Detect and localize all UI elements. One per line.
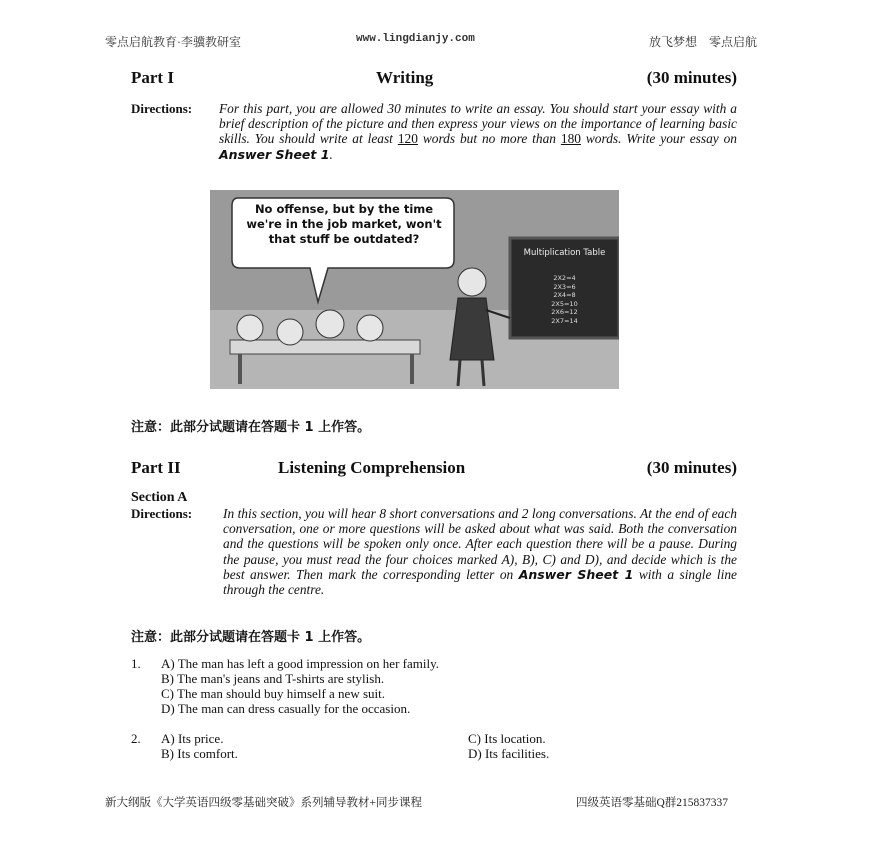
part2-directions-label: Directions: bbox=[131, 506, 193, 521]
part1-word-max: 180 bbox=[560, 131, 581, 147]
header-right-text: 放飞梦想 零点启航 bbox=[648, 35, 757, 49]
part2-note: 注意：此部分试题请在答题卡 1 上作答。 bbox=[131, 630, 371, 645]
speech-bubble-text: No offense, but by the time we're in the job market, won't that stuff be outdated? bbox=[246, 202, 442, 246]
question-1-number: 1. bbox=[131, 656, 141, 671]
blackboard-title: Multiplication Table bbox=[523, 248, 606, 258]
part2-directions-text: In this section, you will hear 8 short conversations and 2 long conversations. At the end of each conversation, one or more questions will be asked about what was said. Both the conversation and the questions will be spoken only once. After each question there will be a pause. During the pause, you must read the four choices marked A), B), C) and D), and decide which is the best answer. Then mark the corresponding letter on bbox=[223, 506, 737, 582]
section-a-heading: Section A bbox=[131, 490, 188, 505]
question-2-choice-b: B) Its comfort. bbox=[161, 746, 238, 761]
footer-left-text: 新大纲版《大学英语四级零基础突破》系列辅导教材+同步课程 bbox=[105, 797, 422, 809]
blackboard-equation: 2X6=12 bbox=[551, 308, 578, 316]
question-1-choice-c: C) The man should buy himself a new suit. bbox=[161, 686, 385, 701]
part2-heading bbox=[131, 458, 737, 478]
part1-word-min: 120 bbox=[397, 131, 418, 147]
part1-directions-label: Directions: bbox=[131, 101, 193, 116]
part1-directions: For this part, you are allowed 30 minutes to write an essay. You should start your essay with a brief description of the picture and then express your views on the importance of learning basic skills. You should write at least 120 words but no more than 180 words. Write your essay on Answer Sheet 1. bbox=[219, 101, 737, 162]
part1-directions-text-b: words but no more than bbox=[422, 131, 556, 147]
header-left-text: 零点启航教育·李骥教研室 bbox=[105, 35, 241, 49]
question-1-choice-a: A) The man has left a good impression on her family. bbox=[161, 656, 439, 671]
part1-heading bbox=[131, 68, 737, 88]
blackboard-equation: 2X7=14 bbox=[551, 316, 578, 325]
question-2-number: 2. bbox=[131, 731, 141, 746]
part1-answer-sheet: Answer Sheet 1 bbox=[219, 146, 330, 162]
part1-title: Writing bbox=[376, 68, 434, 87]
part2-label: Part II bbox=[131, 458, 181, 477]
blackboard-equation: 2X3=6 bbox=[553, 282, 576, 291]
footer-right-text: 四级英语零基础Q群215837337 bbox=[576, 797, 729, 809]
header-website: www.lingdianjy.com bbox=[356, 33, 475, 45]
part1-label: Part I bbox=[131, 68, 174, 87]
part2-directions bbox=[223, 506, 737, 597]
blackboard-equation: 2X5=10 bbox=[551, 299, 578, 308]
part2-answer-sheet: Answer Sheet 1 bbox=[518, 566, 634, 582]
blackboard-equation: 2X4=8 bbox=[553, 291, 576, 299]
question-2-choice-a: A) Its price. bbox=[161, 731, 224, 746]
question-1-choice-b: B) The man's jeans and T-shirts are stylish. bbox=[161, 671, 385, 686]
question-1-choice-d: D) The man can dress casually for the occasion. bbox=[161, 701, 411, 716]
part2-directions-tail: with a single line through the centre. bbox=[223, 566, 738, 598]
blackboard-equation: 2X2=4 bbox=[553, 274, 576, 282]
question-2-choice-c: C) Its location. bbox=[468, 731, 546, 746]
cartoon-image bbox=[210, 190, 619, 389]
part1-time: (30 minutes) bbox=[646, 68, 737, 87]
part1-note: 注意：此部分试题请在答题卡 1 上作答。 bbox=[131, 420, 371, 435]
part2-title: Listening Comprehension bbox=[278, 458, 466, 477]
question-2-choice-d: D) Its facilities. bbox=[468, 746, 550, 761]
blackboard-equations bbox=[513, 274, 616, 325]
part1-directions-text-c: words. Write your essay on bbox=[585, 131, 737, 147]
part1-directions-text-a: For this part, you are allowed 30 minutes to write an essay. You should start your essay with a brief description of the picture and then express your views on the importance of learning basic skills. You should write at least bbox=[219, 101, 737, 147]
part2-time: (30 minutes) bbox=[646, 458, 737, 477]
